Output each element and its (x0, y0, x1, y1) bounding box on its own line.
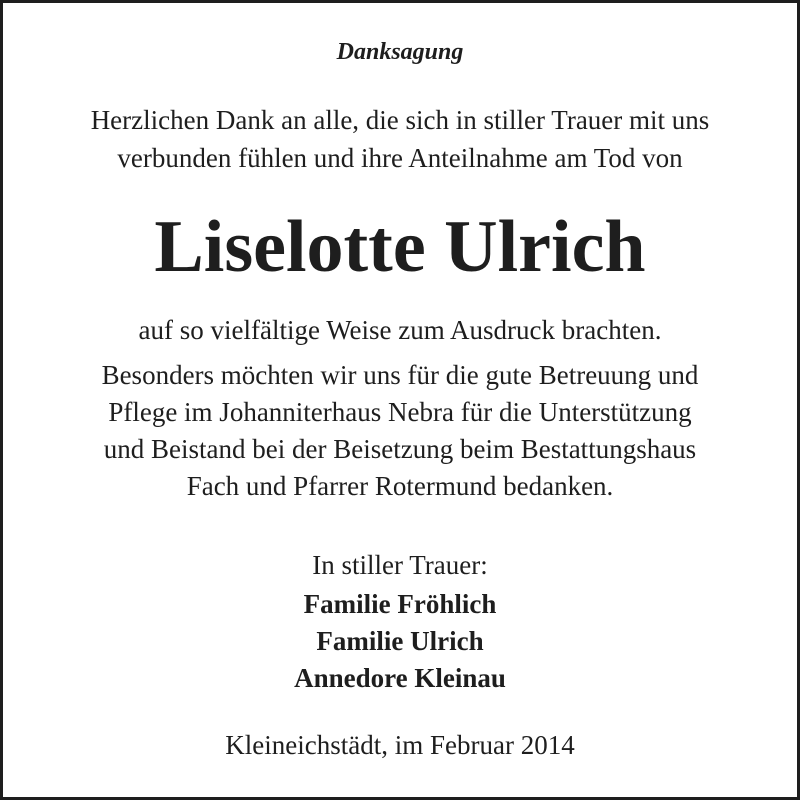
mourner-name: Annedore Kleinau (294, 663, 506, 693)
thanks-line: Fach und Pfarrer Rotermund bedanken. (186, 471, 614, 501)
deceased-name: Liselotte Ulrich (154, 206, 646, 288)
mourner-name: Familie Fröhlich (303, 589, 497, 619)
intro-line: verbunden fühlen und ihre Anteilnahme am Tod von (117, 143, 683, 173)
mourning-label: In stiller Trauer: (312, 550, 488, 580)
mourner-name: Familie Ulrich (316, 626, 484, 656)
intro-paragraph (3, 101, 797, 177)
thanks-line: Pflege im Johanniterhaus Nebra für die Unterstützung (108, 397, 692, 427)
intro-line: Herzlichen Dank an alle, die sich in stiller Trauer mit uns (90, 105, 710, 135)
place-and-date: Kleineichstädt, im Februar 2014 (225, 730, 575, 760)
notice-heading: Danksagung (336, 39, 464, 65)
after-name-text: auf so vielfältige Weise zum Ausdruck brachten. (138, 315, 662, 345)
thanks-line: Besonders möchten wir uns für die gute Betreuung und (101, 360, 699, 390)
thanks-line: und Beistand bei der Beisetzung beim Bestattungshaus (103, 434, 697, 464)
mourners-list (3, 586, 797, 697)
thanks-paragraph (3, 357, 797, 505)
